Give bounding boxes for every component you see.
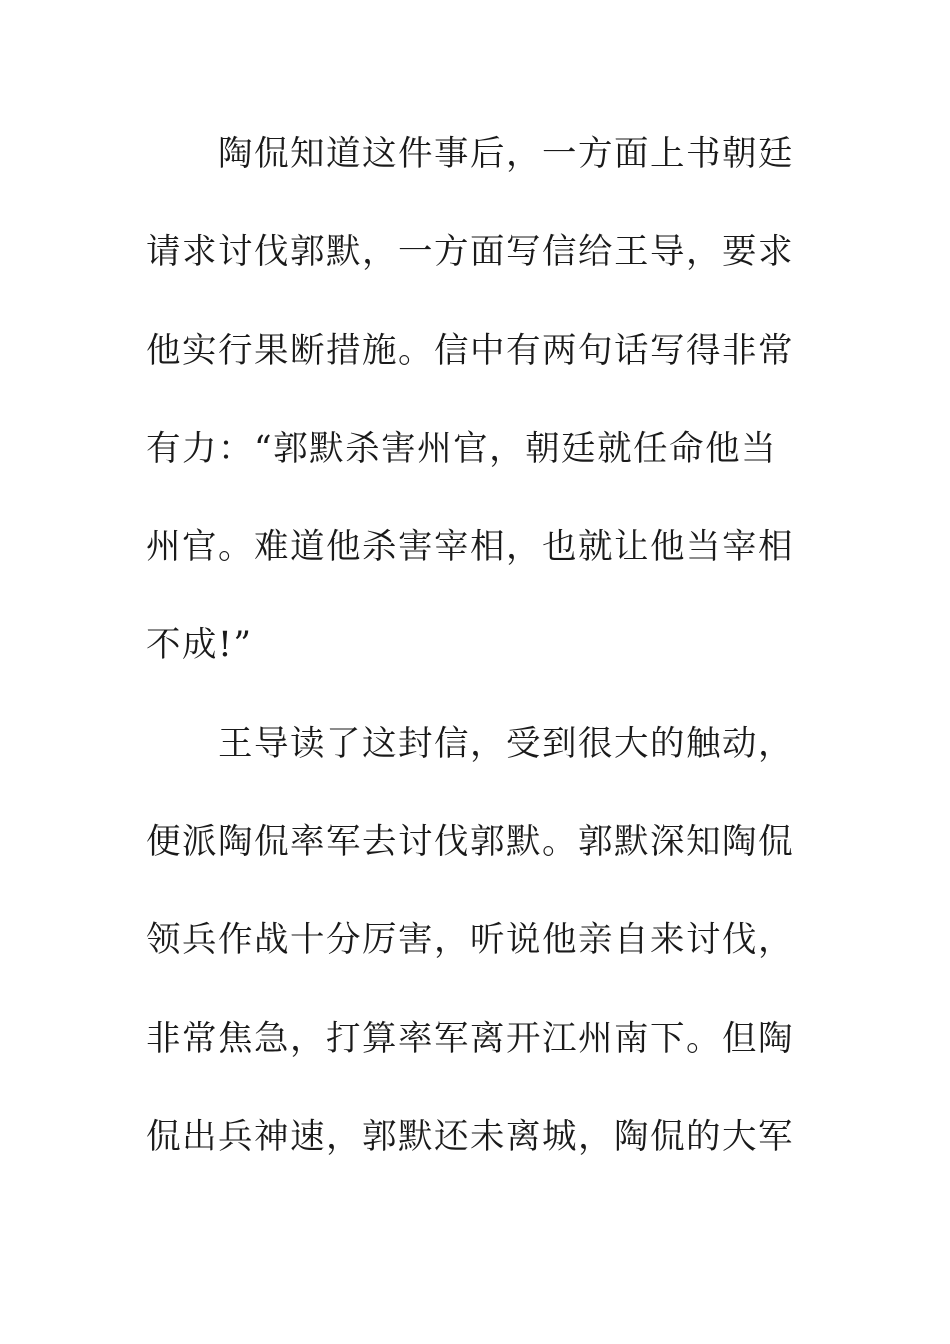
paragraph-1-line-2: 请求讨伐郭默，一方面写信给王导，要求: [146, 232, 794, 273]
paragraph-2-line-1: 王导读了这封信，受到很大的触动，: [218, 723, 794, 764]
paragraph-1-line-3: 他实行果断措施。信中有两句话写得非常: [146, 330, 794, 371]
paragraph-1-line-1: 陶侃知道这件事后，一方面上书朝廷: [218, 134, 794, 174]
paragraph-2-line-5: 侃出兵神速，郭默还未离城，陶侃的大军: [146, 1116, 794, 1157]
paragraph-2-line-3: 领兵作战十分厉害，听说他亲自来讨伐，: [146, 920, 794, 961]
paragraph-2-line-4: 非常焦急，打算率军离开江州南下。但陶: [146, 1018, 794, 1059]
paragraph-1-line-5: 州官。难道他杀害宰相，也就让他当宰相: [146, 527, 794, 568]
paragraph-1-line-4: 有力：“郭默杀害州官，朝廷就任命他当: [146, 428, 778, 469]
paragraph-2-line-2: 便派陶侃率军去讨伐郭默。郭默深知陶侃: [146, 822, 794, 863]
paragraph-1-line-6: 不成!”: [146, 625, 253, 666]
body-text: [146, 121, 826, 1202]
